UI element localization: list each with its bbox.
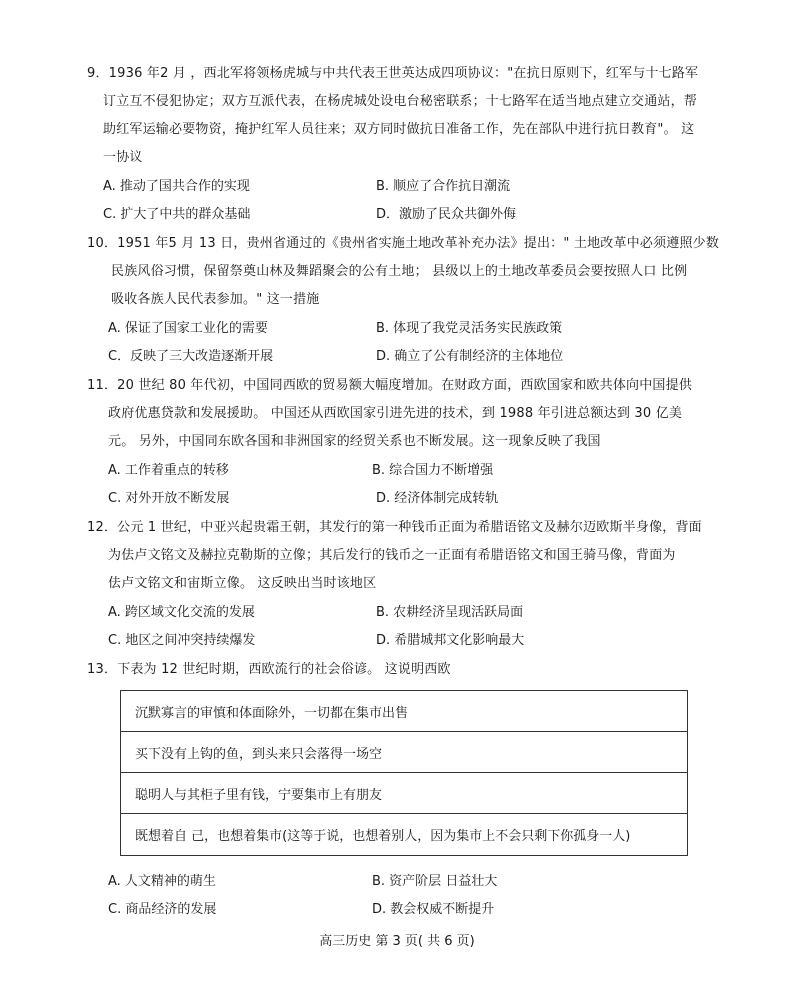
question-11-option-d[interactable]: D. 经济体制完成转轨 — [376, 491, 499, 506]
question-13-option-c[interactable]: C. 商品经济的发展 — [108, 902, 217, 917]
question-10-option-a[interactable]: A. 保证了国家工业化的需要 — [108, 321, 268, 336]
question-10-line-1: 10．1951 年5 月 13 日，贵州省通过的《贵州省实施土地改革补充办法》提出：" 土地改革中必须遵照少数 — [87, 236, 720, 251]
question-12-option-a[interactable]: A. 跨区域文化交流的发展 — [108, 605, 255, 620]
question-10-line-3: 吸收各族人民代表参加。" 这一措施 — [111, 292, 320, 307]
question-11-option-a[interactable]: A. 工作着重点的转移 — [108, 463, 229, 478]
question-11-line-2: 政府优惠贷款和发展援助。 中国还从西欧国家引进先进的技术，到 1988 年引进总额达到 30 亿美 — [108, 406, 683, 421]
question-11-line-1: 11．20 世纪 80 年代初，中国同西欧的贸易额大幅度增加。在财政方面，西欧国家和欧共体向中国提供 — [87, 378, 693, 393]
question-13-option-a[interactable]: A. 人文精神的萌生 — [108, 874, 216, 889]
question-13-line-1: 13．下表为 12 世纪时期，西欧流行的社会俗谚。 这说明西欧 — [87, 662, 451, 677]
question-10-line-2: 民族风俗习惯，保留祭奠山林及舞蹈聚会的公有土地； 县级以上的土地改革委员会要按照人口 比例 — [111, 264, 688, 279]
question-11-option-b[interactable]: B. 综合国力不断增强 — [372, 463, 494, 478]
question-9-option-a[interactable]: A. 推动了国共合作的实现 — [103, 179, 250, 194]
question-9-option-c[interactable]: C. 扩大了中共的群众基础 — [103, 207, 251, 222]
proverb-table — [120, 690, 688, 856]
question-12-line-3: 佉卢文铭文和宙斯立像。 这反映出当时该地区 — [108, 576, 377, 591]
table-row: 既想着自 己，也想着集市(这等于说，也想着别人，因为集市上不会只剩下你孤身一人) — [135, 829, 631, 844]
question-12-line-2: 为佉卢文铭文及赫拉克勒斯的立像；其后发行的钱币之一正面有希腊语铭文和国王骑马像，背面为 — [108, 548, 676, 563]
question-10-option-d[interactable]: D. 确立了公有制经济的主体地位 — [376, 349, 564, 364]
question-12-option-c[interactable]: C. 地区之间冲突持续爆发 — [108, 633, 256, 648]
table-row: 沉默寡言的审慎和体面除外，一切都在集市出售 — [121, 691, 687, 732]
question-9-line-3: 助红军运输必要物资，掩护红军人员往来；双方同时做抗日准备工作，先在部队中进行抗日教育"。 这 — [103, 122, 695, 137]
question-11-line-3: 元。 另外，中国同东欧各国和非洲国家的经贸关系也不断发展。这一现象反映了我国 — [108, 434, 601, 449]
question-9-line-1: 9．1936 年2 月 ，西北军将领杨虎城与中共代表王世英达成四项协议："在抗日原则下，红军与十七路军 — [87, 66, 699, 81]
question-12-option-b[interactable]: B. 农耕经济呈现活跃局面 — [376, 605, 524, 620]
question-11-option-c[interactable]: C. 对外开放不断发展 — [108, 491, 230, 506]
question-9-line-2: 订立互不侵犯协定；双方互派代表，在杨虎城处设电台秘密联系；十七路军在适当地点建立交通站，帮 — [103, 94, 698, 109]
question-13-option-b[interactable]: B. 资产阶层 日益壮大 — [372, 874, 498, 889]
question-9-line-4: 一协议 — [103, 150, 143, 165]
question-10-option-b[interactable]: B. 体现了我党灵活务实民族政策 — [376, 321, 563, 336]
question-12-option-d[interactable]: D. 希腊城邦文化影响最大 — [376, 633, 525, 648]
question-9-option-b[interactable]: B. 顺应了合作抗日潮流 — [376, 179, 511, 194]
page-footer: 高三历史 第 3 页( 共 6 页) — [319, 934, 475, 949]
question-12-line-1: 12．公元 1 世纪，中亚兴起贵霜王朝，其发行的第一种钱币正面为希腊语铭文及赫尔迈欧斯半身像，背面 — [87, 520, 702, 535]
question-10-option-c[interactable]: C．反映了三大改造逐渐开展 — [108, 349, 274, 364]
question-9-option-d[interactable]: D．激励了民众共御外侮 — [376, 207, 517, 222]
table-row: 买下没有上钩的鱼，到头来只会落得一场空 — [121, 732, 687, 773]
question-13-option-d[interactable]: D. 教会权威不断提升 — [372, 902, 495, 917]
table-row: 聪明人与其柜子里有钱，宁要集市上有朋友 — [121, 773, 687, 814]
